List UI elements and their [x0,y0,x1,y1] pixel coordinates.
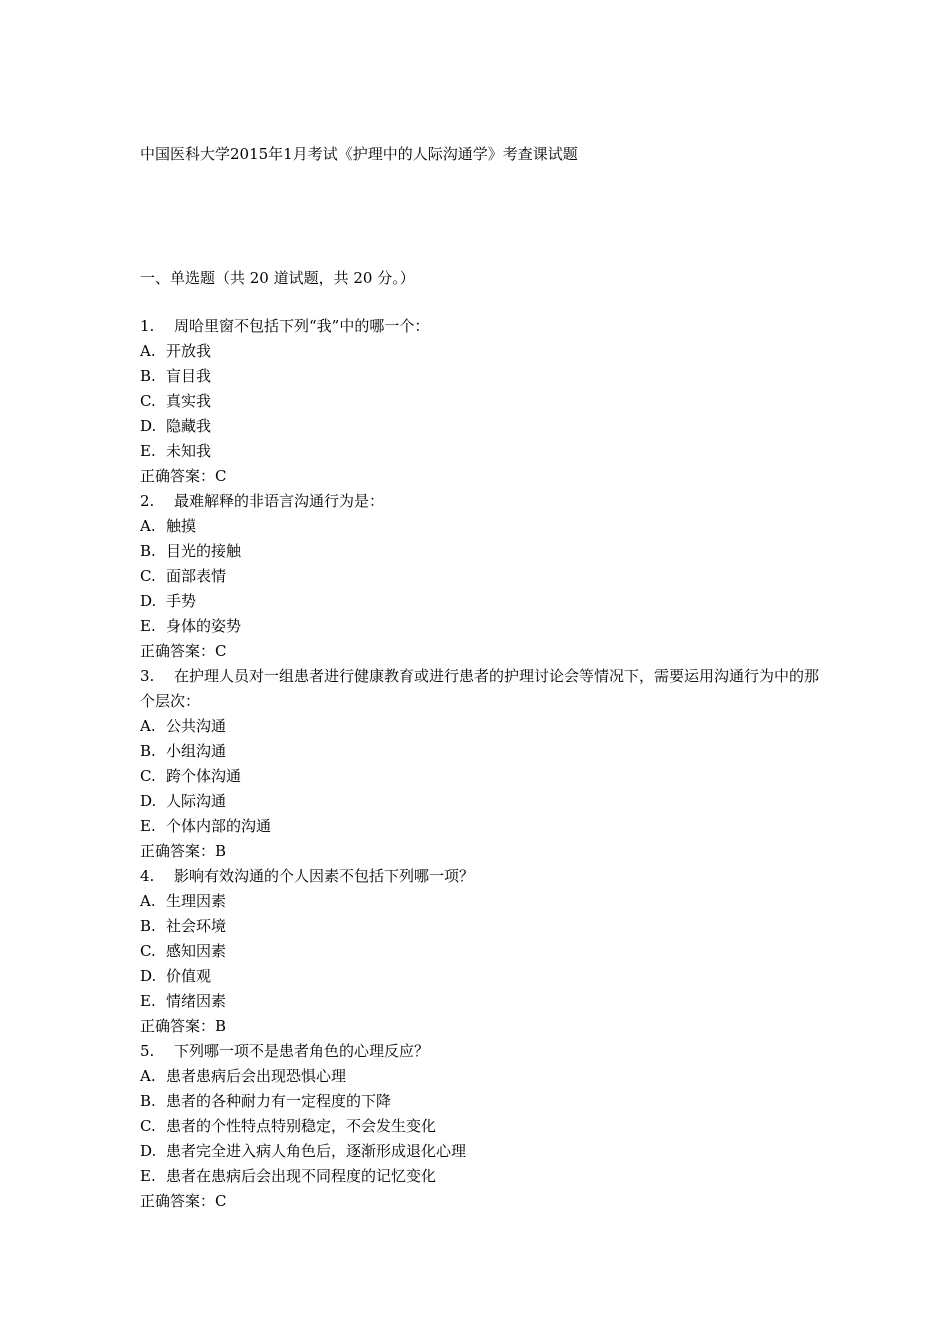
section-heading: 一、单选题（共 20 道试题，共 20 分。） [140,269,415,287]
option [140,414,820,439]
option [140,789,820,814]
option [140,714,820,739]
question-stem [140,314,820,339]
question-number: 4. [140,867,155,885]
answer-line [140,464,820,489]
question-number: 2. [140,492,155,510]
option-text: 盲目我 [166,367,212,385]
option-text: 情绪因素 [166,992,227,1010]
option-text: 价值观 [166,967,212,985]
option-text: 触摸 [166,517,197,535]
question-3 [140,664,820,864]
option-letter: A. [140,892,156,910]
question-text: 影响有效沟通的个人因素不包括下列哪一项？ [174,867,475,885]
option [140,1064,820,1089]
answer-label: 正确答案： [140,642,216,660]
option-text: 人际沟通 [166,792,227,810]
option-text: 生理因素 [166,892,227,910]
option-letter: A. [140,342,156,360]
option-letter: A. [140,517,156,535]
option [140,989,820,1014]
option [140,889,820,914]
question-text: 在护理人员对一组患者进行健康教育或进行患者的护理讨论会等情况下，需要运用沟通行为中的那个层次： [140,667,820,710]
answer-line [140,639,820,664]
option-letter: D. [140,792,157,810]
option-text: 身体的姿势 [166,617,242,635]
question-text: 周哈里窗不包括下列“我”中的哪一个： [174,317,430,335]
option-letter: D. [140,592,157,610]
question-stem [140,489,820,514]
option-text: 社会环境 [166,917,227,935]
question-4 [140,864,820,1039]
option [140,739,820,764]
question-stem [140,664,820,714]
option-text: 隐藏我 [166,417,212,435]
option [140,814,820,839]
question-1 [140,314,820,489]
option [140,764,820,789]
answer-value: C [215,467,227,485]
question-text: 下列哪一项不是患者角色的心理反应？ [174,1042,430,1060]
option-letter: E. [140,992,156,1010]
question-stem [140,864,820,889]
option [140,914,820,939]
option-text: 真实我 [166,392,212,410]
option-letter: A. [140,717,156,735]
option-text: 未知我 [166,442,212,460]
answer-label: 正确答案： [140,1017,216,1035]
option-letter: C. [140,942,156,960]
option [140,1164,820,1189]
option-letter: C. [140,392,156,410]
option-text: 跨个体沟通 [166,767,242,785]
option [140,364,820,389]
question-5 [140,1039,820,1214]
option [140,514,820,539]
option [140,939,820,964]
answer-value: B [215,842,227,860]
answer-label: 正确答案： [140,1192,216,1210]
option-text: 目光的接触 [166,542,242,560]
option-letter: B. [140,1092,156,1110]
option-letter: C. [140,1117,156,1135]
option-letter: E. [140,617,156,635]
option-text: 个体内部的沟通 [166,817,272,835]
option [140,1139,820,1164]
answer-line [140,839,820,864]
option-letter: B. [140,917,156,935]
option-letter: E. [140,817,156,835]
answer-value: B [215,1017,227,1035]
option-letter: D. [140,967,157,985]
option [140,1089,820,1114]
answer-line [140,1189,820,1214]
question-stem [140,1039,820,1064]
document-title: 中国医科大学2015年1月考试《护理中的人际沟通学》考查课试题 [140,145,578,163]
answer-label: 正确答案： [140,842,216,860]
answer-value: C [215,1192,227,1210]
option-letter: B. [140,542,156,560]
question-number: 1. [140,317,155,335]
option-text: 患者患病后会出现恐惧心理 [166,1067,347,1085]
question-text: 最难解释的非语言沟通行为是： [174,492,385,510]
option-letter: D. [140,1142,157,1160]
option [140,1114,820,1139]
question-2 [140,489,820,664]
option-letter: D. [140,417,157,435]
option-letter: C. [140,567,156,585]
option-letter: C. [140,767,156,785]
option-text: 患者的个性特点特别稳定，不会发生变化 [166,1117,437,1135]
option-text: 患者在患病后会出现不同程度的记忆变化 [166,1167,437,1185]
option-letter: A. [140,1067,156,1085]
answer-value: C [215,642,227,660]
option-text: 患者完全进入病人角色后，逐渐形成退化心理 [166,1142,467,1160]
option [140,339,820,364]
option-letter: B. [140,367,156,385]
option-letter: B. [140,742,156,760]
option [140,439,820,464]
option-text: 感知因素 [166,942,227,960]
answer-line [140,1014,820,1039]
option-text: 患者的各种耐力有一定程度的下降 [166,1092,392,1110]
option-letter: E. [140,442,156,460]
option [140,964,820,989]
option [140,589,820,614]
option-text: 手势 [166,592,197,610]
answer-label: 正确答案： [140,467,216,485]
option-text: 面部表情 [166,567,227,585]
option-text: 公共沟通 [166,717,227,735]
question-list [140,314,820,1214]
option [140,564,820,589]
option-letter: E. [140,1167,156,1185]
option [140,389,820,414]
option-text: 开放我 [166,342,212,360]
option [140,539,820,564]
question-number: 3. [140,667,155,685]
question-number: 5. [140,1042,155,1060]
option [140,614,820,639]
option-text: 小组沟通 [166,742,227,760]
